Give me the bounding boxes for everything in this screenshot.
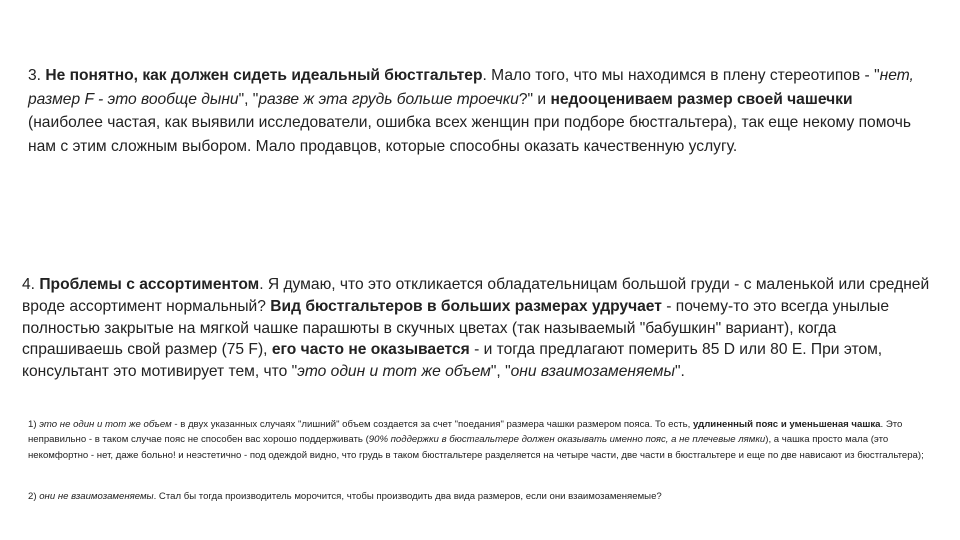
paragraph-4-emphasis-2: его часто не оказывается [271,341,470,359]
paragraph-4-quote-2: они взаимозаменяемы [510,363,675,381]
footnote-1-text: ), а чашка просто мала (это некомфортно - нет, даже больно! и неэстетично - под одеждой видно, что грудь в таком бюстгальтере разделяется на четыре части, две части в бюстгальтере и еще по две нависают из бюстгальтера); [28,434,924,461]
footnote-1-quote: это не один и тот же объем [39,419,172,430]
paragraph-3-text: . Мало того, что мы находимся в плену стереотипов - " [482,67,880,84]
paragraph-3 [28,64,928,158]
footnote-2-number: 2) [28,491,40,502]
paragraph-3-number: 3. [28,67,46,84]
footnote-1-emphasis: удлиненный пояс и уменьшеная чашка [693,419,881,430]
paragraph-3-emphasis: недооцениваем размер своей чашечки [550,90,853,108]
paragraph-4-quote-1: это один и тот же объем [297,363,491,381]
paragraph-4-number: 4. [22,276,40,293]
footnote-2-quote: они не взаимозаменяемы [39,491,154,502]
paragraph-3-text: ", " [238,90,259,108]
footnote-1-italic: 90% поддержки в бюстгальтере должен оказывать именно пояс, а не плечевые лямки [368,434,766,446]
paragraph-4-text: - почему-то это всегда унылые полностью закрытые на мягкой чашке парашюты в скучных цветах (так называемый "бабушкин" вариант), когда спрашиваешь свой размер (75 F), [22,297,890,359]
footnote-1-number: 1) [28,419,40,430]
paragraph-4-emphasis-1: Вид бюстгальтеров в больших размерах удручает [270,297,662,315]
paragraph-3-text: ?" и [518,90,551,108]
paragraph-3-quote-1: нет, размер F - это вообще дыни [28,67,914,108]
paragraph-3-quote-2: разве ж эта грудь больше троечки [258,90,519,108]
paragraph-4-heading: Проблемы с ассортиментом [39,276,260,293]
paragraph-4-text: . Я думаю, что это откликается обладательницам большой груди - с маленькой или средней вроде ассортимент нормальный? [22,276,930,315]
paragraph-4-text: - и тогда предлагают померить 85 D или 80 Е. При этом, консультант это мотивирует тем, что " [22,341,883,381]
paragraph-3-text: (наиболее частая, как выявили исследователи, ошибка всех женщин при подборе бюстгальтера), так еще некому помочь нам с этим сложным выбором. Мало продавцов, которые способны оказать качественную услугу. [28,114,911,155]
footnote-1 [28,417,928,463]
footnote-1-text: - в двух указанных случаях "лишний" объем создается за счет "поедания" размера чашки размером пояса. То есть, [171,419,694,430]
footnote-2-text: . Стал бы тогда производитель морочится, чтобы производить два вида размеров, если они взаимозаменяемые? [153,491,662,502]
paragraph-3-heading: Не понятно, как должен сидеть идеальный бюстгальтер [45,67,483,84]
footnote-1-text: . Это неправильно - в таком случае пояс не способен вас хорошо поддерживать ( [28,419,903,446]
paragraph-4-text: ". [674,363,685,381]
paragraph-4 [22,274,940,383]
paragraph-4-text: ", " [490,363,511,381]
footnote-2 [28,490,928,504]
